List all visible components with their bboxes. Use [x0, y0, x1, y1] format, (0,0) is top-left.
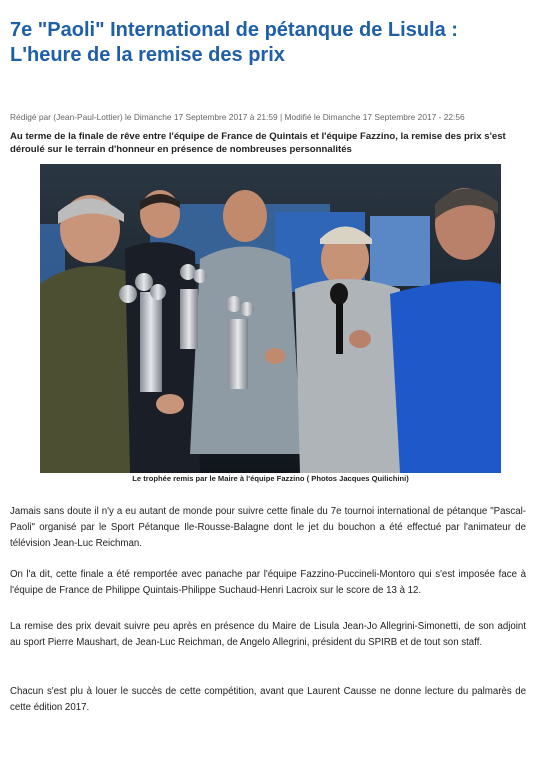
- article-title: 7e "Paoli" International de pétanque de Lisula : L'heure de la remise des prix: [10, 19, 458, 66]
- article-meta: Rédigé par (Jean-Paul-Lottier) le Dimanche 17 Septembre 2017 à 21:59 | Modifié le Dimanche 17 Septembre 2017 - 22:56: [10, 112, 465, 122]
- article-paragraph: Chacun s'est plu à louer le succès de cette compétition, avant que Laurent Causse ne donne lecture du palmarès de cette édition 2017.: [10, 686, 526, 713]
- photo-caption: Le trophée remis par le Maire à l'équipe Fazzino ( Photos Jacques Quilichini): [132, 474, 409, 483]
- article-paragraph: Jamais sans doute il n'y a eu autant de monde pour suivre cette finale du 7e tournoi international de pétanque "Pascal-Paoli" organisé par le Sport Pétanque Ile-Rousse-Balagne dont le jet du bouchon a été effectué par l'animateur de télévision Jean-Luc Reichman.: [10, 506, 526, 549]
- article-photo: [40, 164, 501, 473]
- article-lead: Au terme de la finale de rêve entre l'équipe de France de Quintais et l'équipe Fazzino, la remise des prix s'est déroulé sur le terrain d'honneur en présence de nombreuses personnalités: [10, 131, 506, 155]
- article-paragraph: On l'a dit, cette finale a été remportée avec panache par l'équipe Fazzino-Puccineli-Montoro qui s'est imposée face à l'équipe de France de Philippe Quintais-Philippe Suchaud-Henri Lacroix sur le score de 13 à 12.: [10, 569, 526, 596]
- article-paragraph: La remise des prix devait suivre peu après en présence du Maire de Lisula Jean-Jo Allegrini-Simonetti, de son adjoint au sport Pierre Maushart, de Jean-Luc Reichman, de Angelo Allegrini, président du SPIRB et de tout son staff.: [10, 621, 526, 648]
